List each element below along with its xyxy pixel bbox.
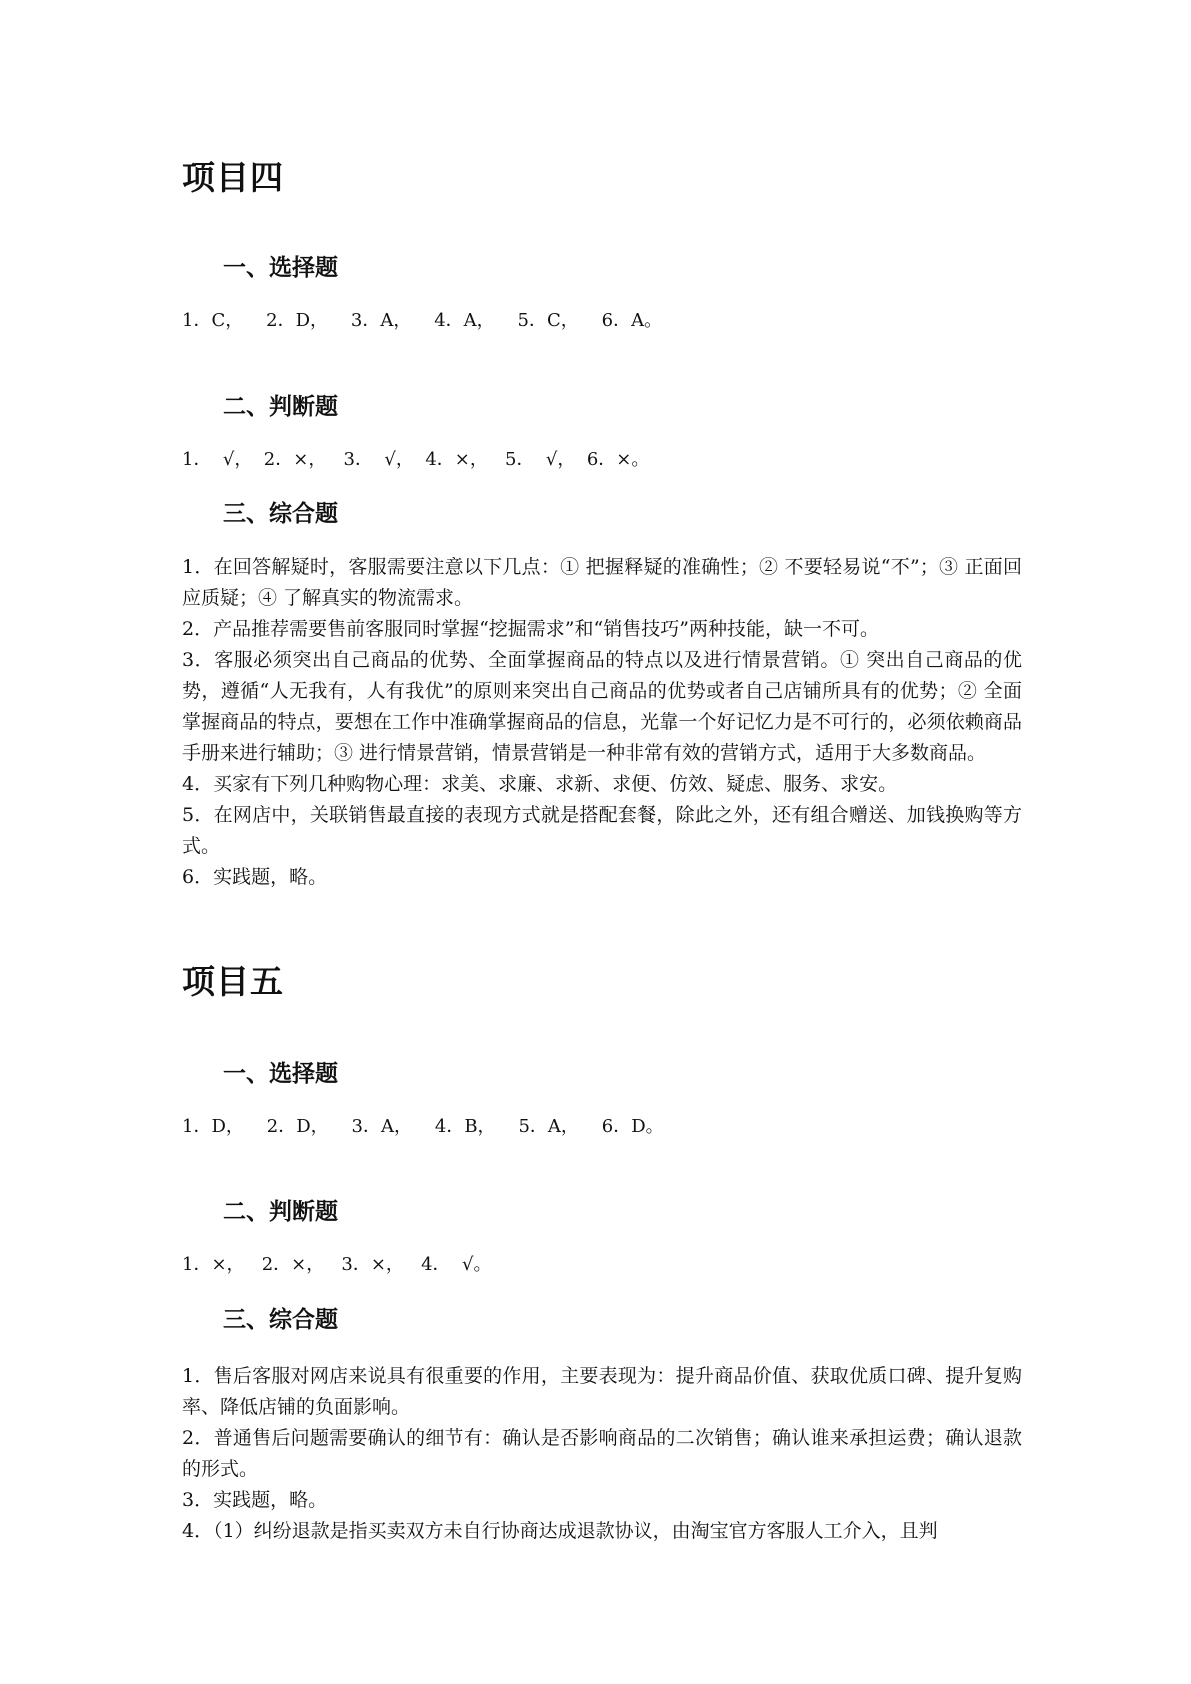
project5-title: 项目五 [182, 962, 284, 1001]
paragraph: 6．实践题，略。 [182, 866, 328, 888]
project4-comprehensive-heading: 三、综合题 [223, 501, 338, 527]
project4-choice-heading: 一、选择题 [223, 255, 338, 281]
project5-comprehensive-body [182, 1361, 1022, 1547]
project5-judge-heading-block [182, 1197, 1022, 1227]
project4-choice-answers: 1．C， 2．D， 3．A， 4．A， 5．C， 6．A。 [182, 310, 663, 331]
project4-judge-answers-block [182, 446, 1022, 474]
paragraph: 3．实践题，略。 [182, 1489, 328, 1511]
project5-judge-answers-block [182, 1251, 1022, 1279]
project5-choice-answers-block [182, 1113, 1022, 1141]
project5-title-block [182, 962, 1022, 1002]
project4-comprehensive-heading-block [182, 499, 1022, 529]
paragraph: 1．在回答解疑时，客服需要注意以下几点：① 把握释疑的准确性；② 不要轻易说“不”；③ 正面回应质疑；④ 了解真实的物流需求。 [182, 556, 1022, 609]
project4-choice-answers-block [182, 307, 1022, 335]
project4-choice-heading-block [182, 253, 1022, 283]
project4-title: 项目四 [182, 158, 284, 197]
paragraph: 5．在网店中，关联销售最直接的表现方式就是搭配套餐，除此之外，还有组合赠送、加钱换购等方式。 [182, 804, 1022, 857]
project4-judge-answers: 1． √， 2．×， 3． √， 4．×， 5． √， 6．×。 [182, 449, 650, 470]
project5-comprehensive-heading: 三、综合题 [223, 1307, 338, 1333]
project4-title-block [182, 158, 1022, 198]
project4-comprehensive-body [182, 552, 1022, 893]
paragraph: 2．普通售后问题需要确认的细节有：确认是否影响商品的二次销售；确认谁来承担运费；确认退款的形式。 [182, 1427, 1022, 1480]
project5-judge-heading: 二、判断题 [223, 1199, 338, 1225]
paragraph: 3．客服必须突出自己商品的优势、全面掌握商品的特点以及进行情景营销。① 突出自己商品的优势，遵循“人无我有，人有我优”的原则来突出自己商品的优势或者自己店铺所具有的优势；② 全面掌握商品的特点，要想在工作中准确掌握商品的信息，光靠一个好记忆力是不可行的，必须依赖商品手册来进行辅助；③ 进行情景营销，情景营销是一种非常有效的营销方式，适用于大多数商品。 [182, 649, 1022, 764]
project4-judge-heading: 二、判断题 [223, 394, 338, 420]
project5-judge-answers: 1．×， 2．×， 3．×， 4． √。 [182, 1254, 492, 1275]
paragraph: 2．产品推荐需要售前客服同时掌握“挖掘需求”和“销售技巧”两种技能，缺一不可。 [182, 618, 879, 640]
paragraph: 4．（1）纠纷退款是指买卖双方未自行协商达成退款协议，由淘宝官方客服人工介入，且判 [182, 1520, 938, 1542]
project5-comprehensive-heading-block [182, 1305, 1022, 1335]
paragraph: 4．买家有下列几种购物心理：求美、求廉、求新、求便、仿效、疑虑、服务、求安。 [182, 773, 898, 795]
project5-choice-heading-block [182, 1059, 1022, 1089]
project5-choice-answers: 1．D， 2．D， 3．A， 4．B， 5．A， 6．D。 [182, 1116, 664, 1137]
project5-choice-heading: 一、选择题 [223, 1061, 338, 1087]
project4-judge-heading-block [182, 392, 1022, 422]
paragraph: 1．售后客服对网店来说具有很重要的作用，主要表现为：提升商品价值、获取优质口碑、提升复购率、降低店铺的负面影响。 [182, 1365, 1022, 1418]
